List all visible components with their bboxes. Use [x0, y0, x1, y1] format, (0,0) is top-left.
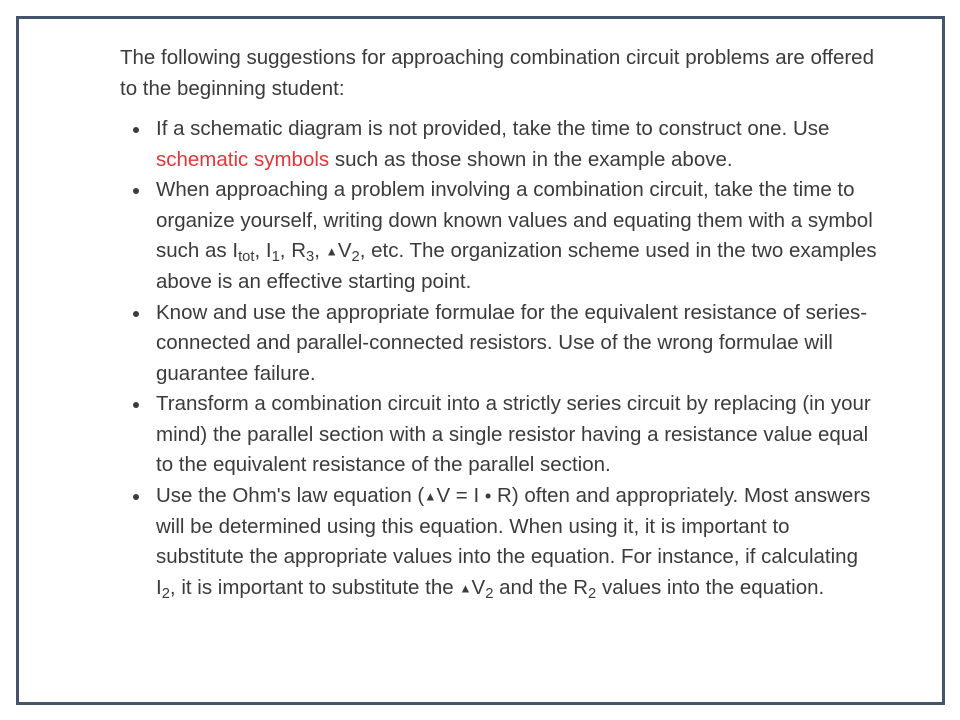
symbol-i-tot: $I_{tot}$ [232, 239, 255, 266]
tip1-text-a: If a schematic diagram is not provided, take the time to construct one. Use [156, 117, 830, 140]
list-item-schematic [120, 114, 880, 175]
delta-icon: ▲ [325, 244, 338, 259]
delta-icon: ▲ [459, 581, 472, 596]
schematic-symbols-link[interactable]: schematic symbols [156, 147, 330, 171]
tips-list [120, 114, 880, 604]
symbol-r2: $R_2$ [573, 575, 597, 602]
tip5-text-e: values into the equation. [596, 575, 825, 599]
list-item-formulae: Know and use the appropriate formulae for the equivalent resistance of series-connected and parallel-connected resistors. Use of the wrong formulae will guarantee failure. [120, 298, 880, 390]
tip5-text-d: and the [493, 575, 574, 599]
symbol-delta-v2: $▲V_2$ [459, 575, 494, 602]
delta-icon: ▲ [424, 489, 437, 504]
symbol-r3: $R_3$ [291, 239, 315, 266]
tip2-text-b: , etc. The organization scheme used in the two examples above is an effective starting point. [156, 239, 877, 294]
tip5-text-b: ) often and appropriately. Most answers will be determined using this equation. When using it, it is important to substitute the appropriate values into the equation. For instance, if calculating [156, 483, 871, 569]
symbol-delta-v2: $▲V_2$ [325, 239, 360, 266]
list-item-ohms-law [120, 481, 880, 604]
multiply-dot-icon: • [484, 484, 492, 506]
tip5-text-c: , it is important to substitute the [169, 575, 460, 599]
tip5-text-a: Use the Ohm's law equation ( [156, 483, 425, 507]
slide-frame [16, 16, 945, 705]
tip2-text-a: When approaching a problem involving a combination circuit, take the time to organize yourself, writing down known values and equating them with a symbol such as [156, 178, 873, 262]
symbol-i2: $I_2$ [156, 575, 170, 602]
tip1-text-b: such as those shown in the example above. [329, 147, 733, 171]
ohms-law-equation: ▲V = I • R [424, 483, 512, 507]
intro-paragraph: The following suggestions for approaching combination circuit problems are offered to the beginning student: [120, 46, 874, 100]
document-body [120, 43, 880, 604]
list-item-organize: When approaching a problem involving a combination circuit, take the time to organize yourself, writing down known values and equating them with a symbol such as $I_{tot}$, $I_1$, $R_3$, $▲V_2$, etc. The organization scheme used in the two examples above is an effective starting point. [120, 175, 880, 298]
symbol-i1: $I_1$ [265, 239, 280, 266]
list-item-transform: Transform a combination circuit into a strictly series circuit by replacing (in your mind) the parallel section with a single resistor having a resistance value equal to the equivalent resistance of the parallel section. [120, 389, 880, 481]
